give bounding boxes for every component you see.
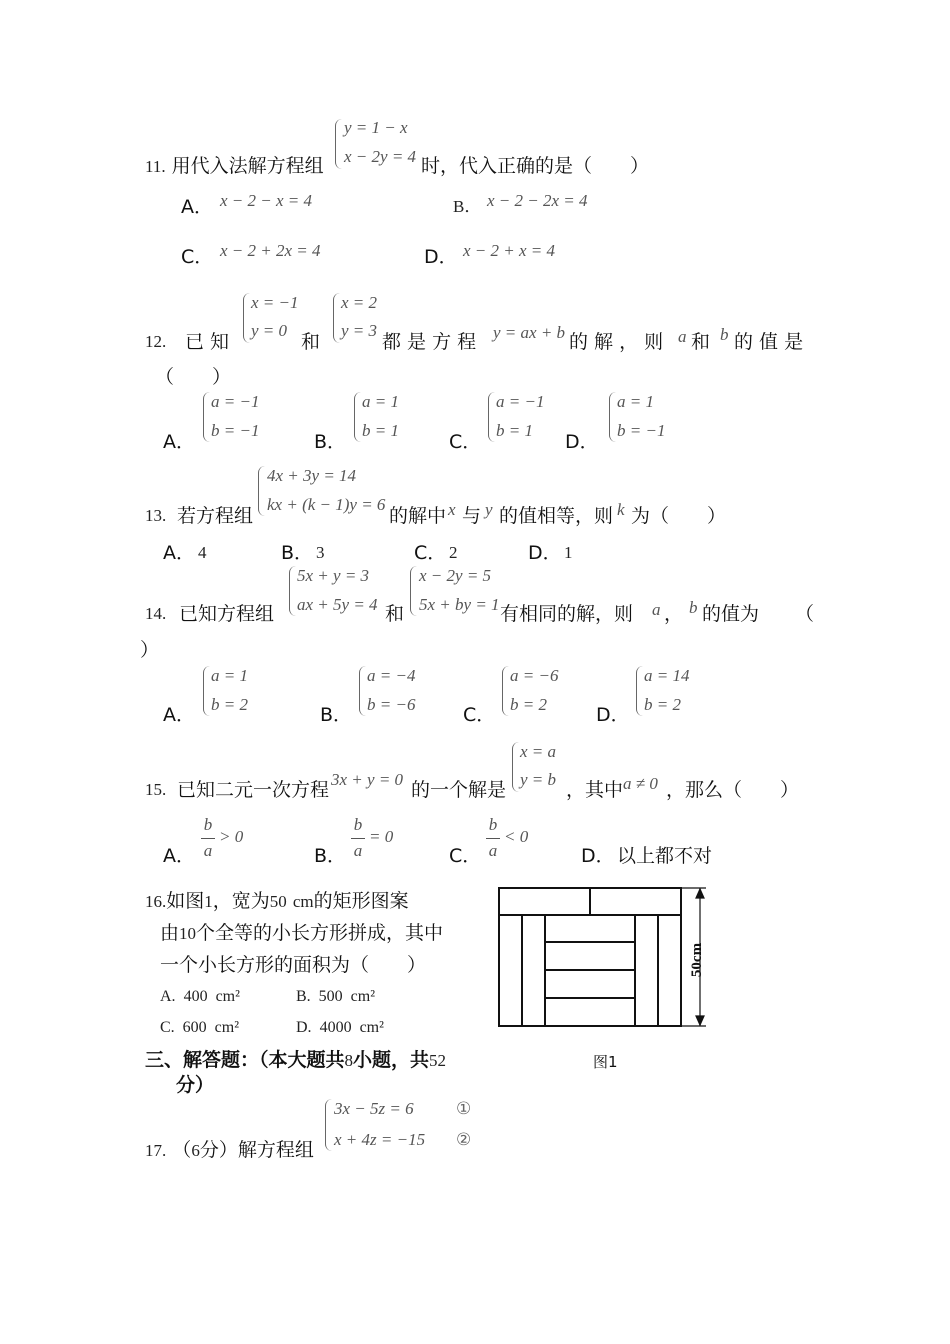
system-eq-2: kx + (k − 1)y = 6 xyxy=(267,495,386,514)
equation-marker: ① xyxy=(456,1099,472,1118)
fraction-denominator: a xyxy=(203,841,213,860)
option-d-label: D． xyxy=(424,246,458,268)
points-value: 6 xyxy=(191,1141,200,1160)
question-16-line-1 xyxy=(145,889,409,913)
brace xyxy=(636,666,643,716)
system-eq-2: y = 0 xyxy=(251,321,288,340)
equation-marker: ② xyxy=(456,1130,472,1149)
section-heading-end: 分） xyxy=(176,1074,215,1096)
question-17 xyxy=(145,1138,314,1162)
option-b-label: B． xyxy=(453,197,482,216)
variable: k xyxy=(617,500,625,519)
option-d-eq-2: b = 2 xyxy=(644,695,681,714)
question-number: 14. xyxy=(145,604,167,623)
brace xyxy=(488,392,495,442)
question-16-line-2 xyxy=(160,921,443,945)
option-a-label: A． xyxy=(163,845,195,867)
fraction-numerator: b xyxy=(203,815,213,834)
option-a-eq-2: b = −1 xyxy=(211,421,260,440)
relation: = 0 xyxy=(369,827,394,846)
option-c-label: C． xyxy=(414,542,447,564)
section-heading xyxy=(145,1048,446,1072)
question-text: 由 xyxy=(160,922,180,944)
option-d-label: D． xyxy=(565,431,599,453)
system-eq-2: 5x + by = 1 xyxy=(419,595,500,614)
option-label: D. xyxy=(296,1019,312,1036)
section-points: 52 xyxy=(429,1051,447,1070)
option-b-label: B． xyxy=(314,845,347,867)
option-d xyxy=(296,1017,384,1039)
question-number: 12. xyxy=(145,332,167,351)
section-text: 小题，共 xyxy=(353,1049,430,1071)
option-b-expr: x − 2 − 2x = 4 xyxy=(487,191,588,210)
system-eq-2: y = b xyxy=(520,770,557,789)
system-eq-1: y = 1 − x xyxy=(344,118,408,137)
brace xyxy=(333,293,340,343)
brace xyxy=(410,566,417,616)
option-c-label: C． xyxy=(449,845,482,867)
system-eq-1: 3x − 5z = 6 xyxy=(334,1099,414,1118)
question-text: 的值为 xyxy=(702,603,760,625)
brace xyxy=(203,666,210,716)
option-d-text: 以上都不对 xyxy=(617,845,713,867)
option-a xyxy=(160,986,240,1008)
punctuation: ， xyxy=(664,603,684,625)
option-a-label: A． xyxy=(181,196,213,218)
question-text: 与 xyxy=(462,505,482,527)
system-eq-1: x = a xyxy=(520,742,557,761)
option-value: 500 xyxy=(318,988,343,1005)
question-text: 如图 xyxy=(166,890,205,912)
option-d-label: D． xyxy=(596,704,630,726)
question-number: 11. xyxy=(145,157,166,176)
system-eq-1: 4x + 3y = 14 xyxy=(267,466,357,485)
brace xyxy=(502,666,509,716)
question-text: 和 xyxy=(691,331,711,353)
brace xyxy=(325,1099,332,1151)
fraction-bar xyxy=(486,838,500,839)
option-c-label: C． xyxy=(463,704,496,726)
question-number: 13. xyxy=(145,506,167,525)
option-label: B. xyxy=(296,988,311,1005)
option-c-eq-1: a = −1 xyxy=(496,392,545,411)
option-b-label: B． xyxy=(314,431,347,453)
option-a-eq-2: b = 2 xyxy=(211,695,248,714)
option-d-expr: x − 2 + x = 4 xyxy=(463,241,556,260)
brace xyxy=(512,742,519,792)
question-text: ，宽为 xyxy=(212,890,270,912)
question-text: 分）解方程组 xyxy=(199,1139,314,1161)
question-text: （ xyxy=(172,1139,192,1161)
brace xyxy=(359,666,366,716)
relation: < 0 xyxy=(504,827,529,846)
question-16-line-3: 一个小长方形的面积为（ ） xyxy=(160,954,427,976)
brace xyxy=(609,392,616,442)
section-title: 三、解答题：（本大题共 xyxy=(145,1049,345,1071)
question-stem: 已知二元一次方程 xyxy=(177,779,330,801)
question-text: 的值相等，则 xyxy=(499,505,614,527)
system-eq-1: x = −1 xyxy=(251,293,299,312)
question-stem: 已 知 xyxy=(185,331,230,353)
figure-number: 1 xyxy=(204,892,213,911)
brace xyxy=(258,466,265,516)
equation: 3x + y = 0 xyxy=(331,770,404,789)
fraction-numerator: b xyxy=(488,815,498,834)
fraction-denominator: a xyxy=(353,841,363,860)
width-value: 50 xyxy=(269,892,287,911)
question-text: ，其中 xyxy=(566,779,624,801)
question-number: 15. xyxy=(145,780,167,799)
option-c xyxy=(160,1017,239,1039)
fraction-denominator: a xyxy=(488,841,498,860)
question-text: 的 值 是 xyxy=(734,331,804,353)
relation: > 0 xyxy=(219,827,244,846)
variable: b xyxy=(689,598,698,617)
option-label: A. xyxy=(160,988,176,1005)
variable: y xyxy=(485,500,493,519)
question-text: 的矩形图案 xyxy=(313,890,409,912)
fraction-bar xyxy=(351,838,365,839)
question-stem: 若方程组 xyxy=(177,505,254,527)
count-value: 10 xyxy=(179,924,197,943)
question-text: 个全等的小长方形拼成，其中 xyxy=(196,922,444,944)
option-unit: cm² xyxy=(350,988,376,1005)
option-b-label: B． xyxy=(281,542,314,564)
option-c-label: C． xyxy=(449,431,482,453)
system-eq-2: x + 4z = −15 xyxy=(334,1130,426,1149)
question-number: 17. xyxy=(145,1141,167,1160)
question-text: 为（ ） xyxy=(631,505,727,527)
figure-caption: 图1 xyxy=(593,1053,618,1071)
option-label: C. xyxy=(160,1019,175,1036)
answer-paren: （ ） xyxy=(155,366,232,388)
option-c-label: C． xyxy=(181,246,214,268)
option-a-value: 4 xyxy=(198,543,207,562)
option-d-eq-1: a = 14 xyxy=(644,666,690,685)
option-c-eq-2: b = 2 xyxy=(510,695,547,714)
question-text: 都 是 方 程 xyxy=(382,331,477,353)
question-tail: 时，代入正确的是（ ） xyxy=(421,155,650,177)
condition: a ≠ 0 xyxy=(623,774,658,793)
option-d-label: D． xyxy=(581,845,615,867)
option-value: 400 xyxy=(183,988,208,1005)
option-d-label: D． xyxy=(528,542,562,564)
question-text: 有相同的解，则 xyxy=(500,603,634,625)
system-eq-2: x − 2y = 4 xyxy=(344,147,417,166)
variable: x xyxy=(448,500,456,519)
answer-paren-open: （ xyxy=(795,603,815,625)
option-unit: cm² xyxy=(359,1019,384,1036)
brace xyxy=(335,119,342,169)
option-d-eq-1: a = 1 xyxy=(617,392,654,411)
question-number: 16. xyxy=(145,892,167,911)
option-unit: cm² xyxy=(215,988,240,1005)
question-text: 和 xyxy=(385,603,405,625)
option-a-label: A． xyxy=(163,542,195,564)
option-a-eq-1: a = 1 xyxy=(211,666,248,685)
option-a-label: A． xyxy=(163,704,195,726)
section-count: 8 xyxy=(344,1051,354,1070)
option-b-label: B． xyxy=(320,704,353,726)
fraction-numerator: b xyxy=(353,815,363,834)
option-c-expr: x − 2 + 2x = 4 xyxy=(220,241,321,260)
option-d-value: 1 xyxy=(564,543,573,562)
system-eq-2: y = 3 xyxy=(341,321,378,340)
question-text: ，那么（ ） xyxy=(666,779,800,801)
option-b-eq-1: a = −4 xyxy=(367,666,416,685)
question-stem: 用代入法解方程组 xyxy=(171,155,324,177)
question-text: 的 解 ， 则 xyxy=(569,331,664,353)
question-text: 和 xyxy=(301,331,321,353)
brace xyxy=(354,392,361,442)
variable: b xyxy=(720,325,729,344)
system-eq-1: x − 2y = 5 xyxy=(419,566,492,585)
system-eq-1: 5x + y = 3 xyxy=(297,566,370,585)
brace xyxy=(203,392,210,442)
option-value: 4000 xyxy=(319,1019,352,1036)
fraction-bar xyxy=(201,838,215,839)
dimension-label: 50cm xyxy=(689,942,706,978)
width-unit: cm xyxy=(292,892,314,911)
option-c-eq-2: b = 1 xyxy=(496,421,533,440)
variable: a xyxy=(652,600,661,619)
option-b-eq-1: a = 1 xyxy=(362,392,399,411)
answer-paren-close: ） xyxy=(140,639,160,661)
question-11 xyxy=(145,154,324,178)
system-eq-1: x = 2 xyxy=(341,293,378,312)
option-b-eq-2: b = −6 xyxy=(367,695,416,714)
question-stem: 已知方程组 xyxy=(179,603,275,625)
option-b-eq-2: b = 1 xyxy=(362,421,399,440)
brace xyxy=(243,293,250,343)
variable: a xyxy=(678,327,687,346)
option-c-value: 2 xyxy=(449,543,458,562)
option-d-eq-2: b = −1 xyxy=(617,421,666,440)
option-a-label: A． xyxy=(163,431,195,453)
question-text: 的解中 xyxy=(389,505,447,527)
option-a-eq-1: a = −1 xyxy=(211,392,260,411)
option-c-eq-1: a = −6 xyxy=(510,666,559,685)
option-b xyxy=(296,986,375,1008)
question-text: 的一个解是 xyxy=(411,779,507,801)
option-unit: cm² xyxy=(214,1019,240,1036)
option-b-value: 3 xyxy=(316,543,325,562)
brace xyxy=(289,566,296,616)
system-eq-2: ax + 5y = 4 xyxy=(297,595,378,614)
option-a-expr: x − 2 − x = 4 xyxy=(220,191,313,210)
equation: y = ax + b xyxy=(493,323,566,342)
option-value: 600 xyxy=(182,1019,207,1036)
